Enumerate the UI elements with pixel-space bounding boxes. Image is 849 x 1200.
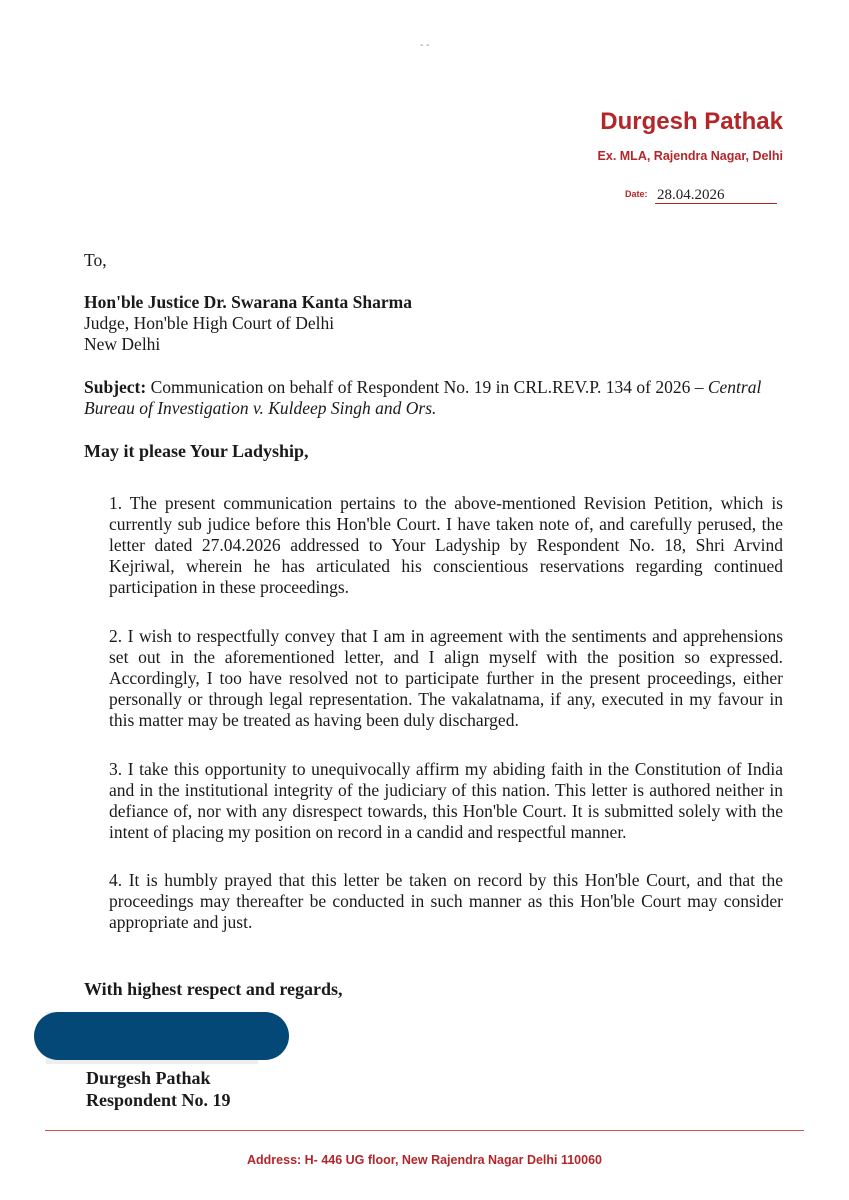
recipient-name: Hon'ble Justice Dr. Swarana Kanta Sharma — [84, 292, 412, 312]
signatory-role: Respondent No. 19 — [86, 1090, 231, 1110]
signatory-block — [86, 1067, 231, 1111]
footer-divider — [45, 1130, 804, 1131]
salutation: May it please Your Ladyship, — [84, 441, 309, 461]
date-label: Date: — [625, 189, 648, 199]
footer-address: Address: H- 446 UG floor, New Rajendra Nagar Delhi 110060 — [247, 1153, 602, 1167]
recipient-line-1: Judge, Hon'ble High Court of Delhi — [84, 313, 335, 333]
top-scan-mark: - - — [420, 40, 430, 51]
subject-line — [84, 377, 764, 419]
recipient-block — [84, 292, 412, 355]
salutation-to: To, — [84, 250, 107, 270]
subject-case-title: Central Bureau of Investigation v. Kuldeep Singh and Ors. — [84, 377, 762, 418]
paragraph-3: 3. I take this opportunity to unequivocally affirm my abiding faith in the Constitution of India and in the institutional integrity of the judiciary of this nation. This letter is authored neither in defiance of, nor with any disrespect towards, this Hon'ble Court. It is submitted solely with the intent of placing my position on record in a candid and respectful manner. — [109, 759, 783, 842]
paragraph-1: 1. The present communication pertains to the above-mentioned Revision Petition, which is currently sub judice before this Hon'ble Court. I have taken note of, and carefully perused, the letter dated 27.04.2026 addressed to Your Ladyship by Respondent No. 18, Shri Arvind Kejriwal, wherein he has articulated his conscientious reservations regarding continued participation in these proceedings. — [109, 493, 783, 597]
closing: With highest respect and regards, — [84, 979, 343, 999]
subject-label: Subject: — [84, 377, 147, 397]
date-value: 28.04.2026 — [655, 187, 777, 204]
letterhead-name: Durgesh Pathak — [600, 108, 783, 135]
subject-text: Communication on behalf of Respondent No. 19 in CRL.REV.P. 134 of 2026 – — [146, 377, 708, 397]
recipient-line-2: New Delhi — [84, 334, 161, 354]
signatory-name: Durgesh Pathak — [86, 1068, 211, 1088]
paragraph-4: 4. It is humbly prayed that this letter be taken on record by this Hon'ble Court, and that the proceedings may thereafter be conducted in such manner as this Hon'ble Court may consider appropriate and just. — [109, 870, 783, 932]
letterhead-designation: Ex. MLA, Rajendra Nagar, Delhi — [597, 149, 783, 163]
paragraph-2: 2. I wish to respectfully convey that I am in agreement with the sentiments and apprehensions set out in the aforementioned letter, and I align myself with the position so expressed. Accordingly, I too have resolved not to participate further in the present proceedings, either personally or through legal representation. The vakalatnama, if any, executed in my favour in this matter may be treated as having been duly discharged. — [109, 626, 783, 730]
signature-redaction — [34, 1012, 289, 1060]
